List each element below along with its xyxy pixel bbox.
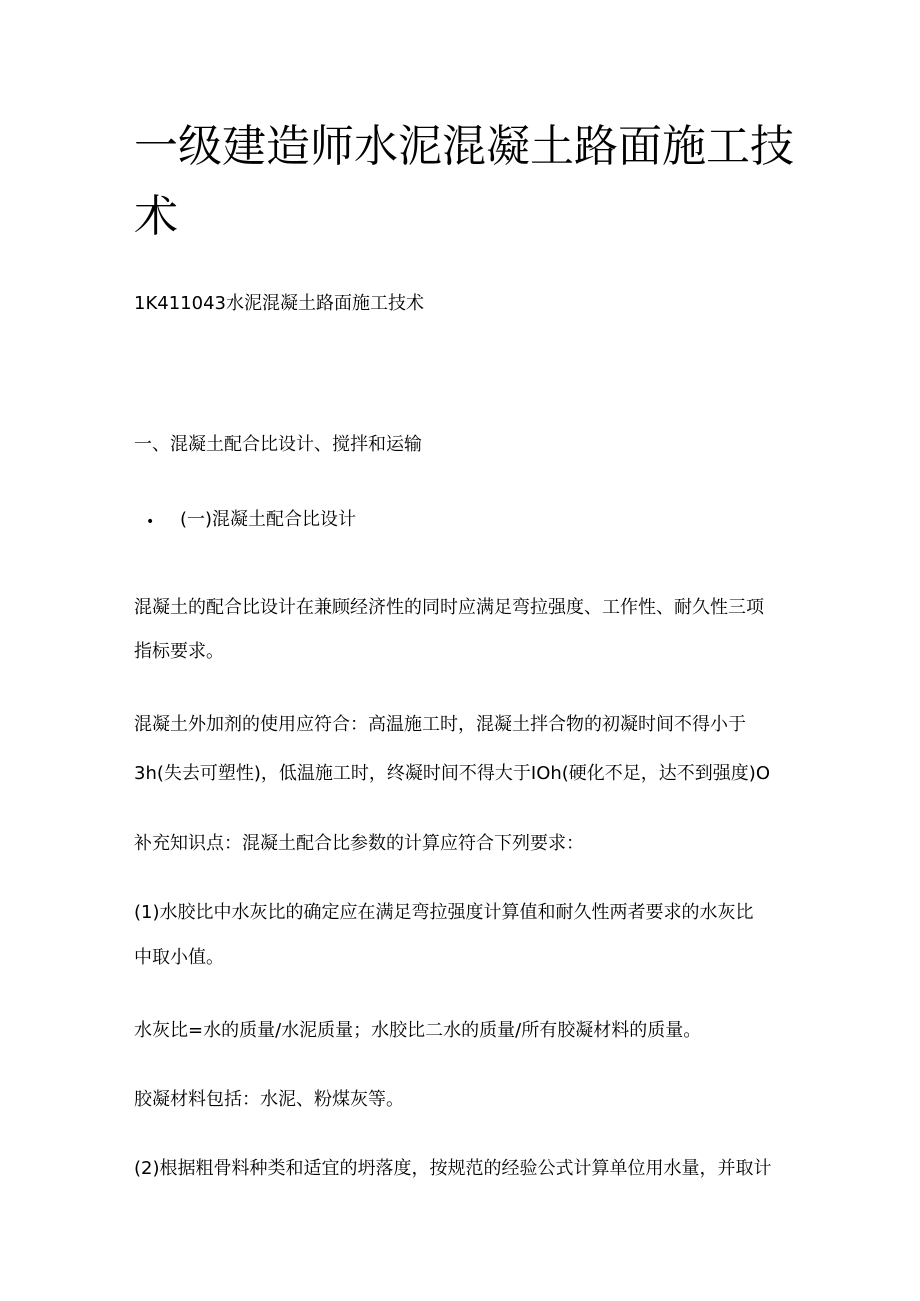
- document-title: 一级建造师水泥混凝土路面施工技术: [134, 121, 794, 242]
- paragraph-3: 补充知识点：混凝土配合比参数的计算应符合下列要求：: [134, 833, 584, 854]
- paragraph-2-line-2: 3h(失去可塑性)，低温施工时，终凝时间不得大于IOh(硬化不足，达不到强度)O: [134, 763, 770, 784]
- paragraph-7: (2)根据粗骨料种类和适宜的坍落度，按规范的经验公式计算单位用水量，并取计: [134, 1158, 772, 1179]
- paragraph-4-line-2: 中取小值。: [134, 947, 224, 968]
- paragraph-4-line-1: (1)水胶比中水灰比的确定应在满足弯拉强度计算值和耐久性两者要求的水灰比: [134, 902, 754, 923]
- paragraph-1-line-2: 指标要求。: [134, 641, 224, 662]
- heading-1: 一、混凝土配合比设计、搅拌和运输: [134, 434, 422, 455]
- paragraph-2-line-1: 混凝土外加剂的使用应符合：高温施工时，混凝土拌合物的初凝时间不得小于: [134, 714, 746, 735]
- subheading: (一)混凝土配合比设计: [180, 509, 357, 530]
- bullet-marker: •: [146, 514, 155, 530]
- paragraph-6: 胶凝材料包括：水泥、粉煤灰等。: [134, 1089, 404, 1110]
- section-code-heading: 1K411043水泥混凝土路面施工技术: [134, 293, 424, 314]
- paragraph-1-line-1: 混凝土的配合比设计在兼顾经济性的同时应满足弯拉强度、工作性、耐久性三项: [134, 597, 764, 618]
- paragraph-5: 水灰比=水的质量/水泥质量；水胶比二水的质量/所有胶凝材料的质量。: [134, 1020, 702, 1041]
